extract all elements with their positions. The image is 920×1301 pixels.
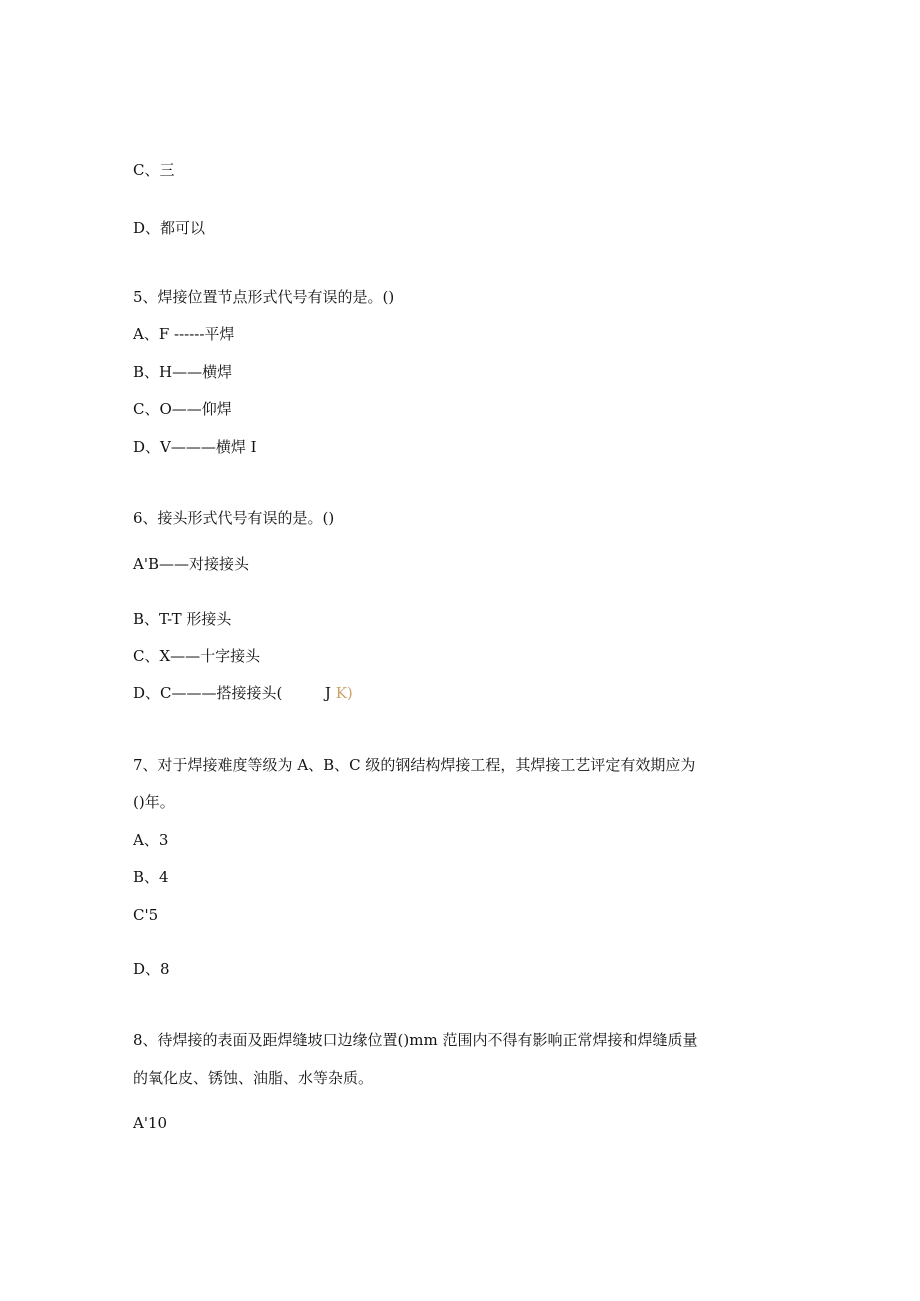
q4-option-d: D、都可以 xyxy=(133,219,206,237)
q7-option-a: A、3 xyxy=(133,831,169,849)
q6-option-d-tail-k: K) xyxy=(335,684,353,702)
q5-option-b: B、H——横焊 xyxy=(133,363,233,381)
q8-option-a: A'10 xyxy=(133,1114,168,1132)
q6-option-b: B、T-T 形接头 xyxy=(133,610,232,628)
q7-stem-line-1: 7、对于焊接难度等级为 A、B、C 级的钢结构焊接工程，其焊接工艺评定有效期应为 xyxy=(133,756,696,774)
q4-option-c: C、三 xyxy=(133,161,175,179)
q5-option-c: C、O——仰焊 xyxy=(133,400,232,418)
q6-option-c: C、X——十字接头 xyxy=(133,647,261,665)
q8-stem-line-1: 8、待焊接的表面及距焊缝坡口边缘位置()mm 范围内不得有影响正常焊接和焊缝质量 xyxy=(133,1031,698,1049)
q5-stem: 5、焊接位置节点形式代号有误的是。() xyxy=(133,288,395,306)
q6-option-d xyxy=(133,683,353,703)
q7-stem-line-2: ()年。 xyxy=(133,793,175,811)
q7-option-c: C'5 xyxy=(133,906,159,924)
q6-stem: 6、接头形式代号有误的是。() xyxy=(133,509,335,527)
q6-option-a: A'B——对接接头 xyxy=(133,555,249,573)
q5-option-d: D、V———横焊 I xyxy=(133,438,257,456)
q6-option-d-main: D、C———搭接接头( xyxy=(133,684,283,702)
q7-option-b: B、4 xyxy=(133,868,169,886)
q7-option-d: D、8 xyxy=(133,960,170,978)
q6-option-d-tail-j: J xyxy=(324,684,331,702)
q5-option-a: A、F ------平焊 xyxy=(133,325,235,343)
q8-stem-line-2: 的氧化皮、锈蚀、油脂、水等杂质。 xyxy=(133,1069,374,1087)
